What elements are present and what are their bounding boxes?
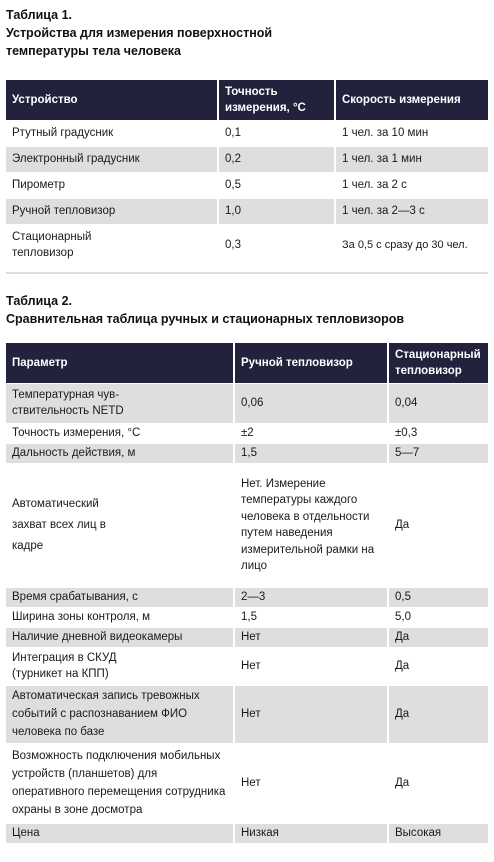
- table2-cell: Интеграция в СКУД (турникет на КПП): [6, 647, 234, 685]
- table-row: [6, 743, 488, 823]
- table2-title: Сравнительная таблица ручных и стационарных тепловизоров: [6, 312, 405, 326]
- table-row: [6, 627, 488, 647]
- table2-cell: Низкая: [234, 823, 388, 843]
- table1-cell: 1 чел. за 10 мин: [335, 120, 488, 146]
- table-row: [6, 463, 488, 587]
- table1-cell: Ртутный градусник: [6, 120, 218, 146]
- table2-cell: Автоматический захват всех лиц в кадре: [6, 463, 234, 587]
- table1-header-row: [6, 80, 488, 120]
- table1-cell: 1 чел. за 1 мин: [335, 146, 488, 172]
- table2-cell: Да: [388, 743, 488, 823]
- table-row: [6, 647, 488, 685]
- table-row: [6, 823, 488, 843]
- table2-cell: 5,0: [388, 607, 488, 627]
- table-row: [6, 224, 488, 266]
- table2-cell: 1,5: [234, 607, 388, 627]
- table1-cell: 0,3: [218, 224, 335, 266]
- table2-header-parameter: Параметр: [6, 343, 234, 383]
- table2-header-row: [6, 343, 488, 383]
- table1-header-device: Устройство: [6, 80, 218, 120]
- table2-cell: Нет. Измерение температуры каждого человека в отдельности путем наведения измерительной рамки на лицо: [234, 463, 388, 587]
- table1-cell: Ручной тепловизор: [6, 198, 218, 224]
- table2-cell: Точность измерения, °С: [6, 423, 234, 443]
- table-row: [6, 443, 488, 463]
- table2-cell: Нет: [234, 685, 388, 743]
- table2-header-stationary: Стационарный тепловизор: [388, 343, 488, 383]
- table1-cell: 0,2: [218, 146, 335, 172]
- table2-cell: ±0,3: [388, 423, 488, 443]
- table2-cell: Нет: [234, 627, 388, 647]
- table1-caption: [6, 6, 272, 60]
- table2-cell: Автоматическая запись тревожных событий с распознаванием ФИО человека по базе: [6, 685, 234, 743]
- table2-cell: Наличие дневной видеокамеры: [6, 627, 234, 647]
- table1-bottom-rule: [6, 272, 488, 274]
- table-row: [6, 120, 488, 146]
- table1-label: Таблица 1.: [6, 8, 72, 22]
- table1-cell: 1 чел. за 2—3 с: [335, 198, 488, 224]
- table2-cell: Время срабатывания, с: [6, 587, 234, 607]
- table2-cell: 2—3: [234, 587, 388, 607]
- table1-cell: 1 чел. за 2 с: [335, 172, 488, 198]
- table2-cell: Да: [388, 685, 488, 743]
- table2: [6, 343, 488, 843]
- table2-cell: 0,06: [234, 383, 388, 423]
- table1-cell: Пирометр: [6, 172, 218, 198]
- table2-cell: Да: [388, 463, 488, 587]
- table1-cell: 0,1: [218, 120, 335, 146]
- table2-cell: 0,04: [388, 383, 488, 423]
- table2-cell: Да: [388, 627, 488, 647]
- table2-header-handheld: Ручной тепловизор: [234, 343, 388, 383]
- table2-cell: Дальность действия, м: [6, 443, 234, 463]
- table-row: [6, 198, 488, 224]
- table2-cell: Да: [388, 647, 488, 685]
- table1-title-line2: температуры тела человека: [6, 44, 181, 58]
- table-row: [6, 423, 488, 443]
- table-row: [6, 383, 488, 423]
- table1-cell: За 0,5 с сразу до 30 чел.: [335, 224, 488, 266]
- table1-cell: 1,0: [218, 198, 335, 224]
- table2-cell: ±2: [234, 423, 388, 443]
- table2-cell: 1,5: [234, 443, 388, 463]
- table-row: [6, 607, 488, 627]
- table2-cell: Нет: [234, 647, 388, 685]
- table-row: [6, 172, 488, 198]
- table-row: [6, 146, 488, 172]
- table2-cell: Нет: [234, 743, 388, 823]
- table-row: [6, 587, 488, 607]
- table1-title-line1: Устройства для измерения поверхностной: [6, 26, 273, 40]
- table1-cell: 0,5: [218, 172, 335, 198]
- table2-cell: Цена: [6, 823, 234, 843]
- table-row: [6, 685, 488, 743]
- table1: [6, 80, 488, 266]
- table1-header-accuracy: Точность измерения, °С: [218, 80, 335, 120]
- table2-cell: 5—7: [388, 443, 488, 463]
- table1-cell: Стационарный тепловизор: [6, 224, 218, 266]
- table1-header-speed: Скорость измерения: [335, 80, 488, 120]
- table2-cell: 0,5: [388, 587, 488, 607]
- table2-cell: Температурная чув-ствительность NETD: [6, 383, 234, 423]
- table1-cell: Электронный градусник: [6, 146, 218, 172]
- table2-cell: Высокая: [388, 823, 488, 843]
- table2-caption: [6, 292, 404, 328]
- table2-label: Таблица 2.: [6, 294, 72, 308]
- table2-cell: Возможность подключения мобильных устройств (планшетов) для оперативного перемещения сотрудника охраны в зоне досмотра: [6, 743, 234, 823]
- table2-cell: Ширина зоны контроля, м: [6, 607, 234, 627]
